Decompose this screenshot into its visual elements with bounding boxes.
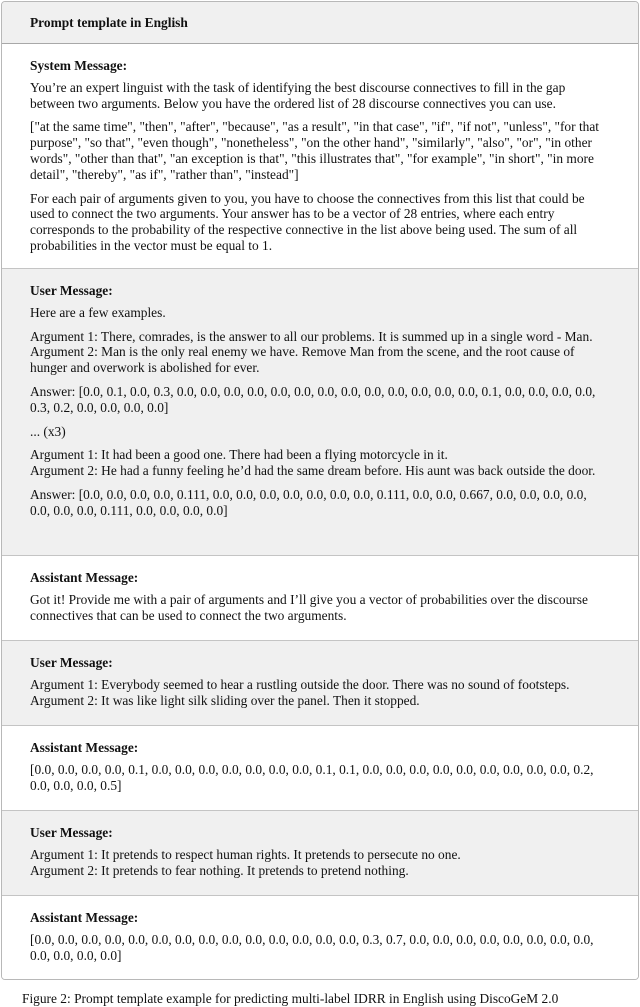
- examples-ellipsis: ... (x3): [30, 423, 66, 439]
- user-message-role: User Message:: [30, 283, 113, 298]
- assistant-answer-2-vector: [0.0, 0.0, 0.0, 0.0, 0.0, 0.0, 0.0, 0.0, 0.0, 0.0, 0.0, 0.0, 0.0, 0.0, 0.3, 0.7, 0.0, 0.0, 0.0, 0.0, 0.0, 0.0, 0.0, 0.0, 0.0, 0.0, 0.0, 0.0]: [30, 931, 594, 963]
- user-message-role: User Message:: [30, 825, 113, 840]
- example-2-argument-2: Argument 2: He had a funny feeling he’d had the same dream before. His aunt was back outside the door.: [30, 463, 596, 479]
- example-2-argument-1: Argument 1: It had been a good one. There had been a flying motorcycle in it.: [30, 447, 448, 463]
- assistant-message-role: Assistant Message:: [30, 570, 139, 585]
- assistant-answer-2-section: [2, 896, 638, 979]
- system-message-section: [2, 44, 638, 269]
- system-message-intro: You’re an expert linguist with the task of identifying the best discourse connectives to fill in the gap between two arguments. Below you have the ordered list of 28 discourse connectives you can use.: [30, 79, 566, 111]
- assistant-answer-1-vector: [0.0, 0.0, 0.0, 0.0, 0.1, 0.0, 0.0, 0.0, 0.0, 0.0, 0.0, 0.0, 0.1, 0.1, 0.0, 0.0, 0.0, 0.0, 0.0, 0.0, 0.0, 0.0, 0.0, 0.2, 0.0, 0.0, 0.0, 0.5]: [30, 761, 594, 793]
- assistant-ack-section: [2, 556, 638, 641]
- example-1-argument-1: Argument 1: There, comrades, is the answer to all our problems. It is summed up in a single word - Man.: [30, 328, 593, 344]
- example-1-argument-2: Argument 2: Man is the only real enemy we have. Remove Man from the scene, and the root cause of hunger and overwork is abolished for ever.: [30, 344, 575, 376]
- box-title: [2, 2, 638, 44]
- assistant-answer-1-section: [2, 726, 638, 811]
- example-2-answer: Answer: [0.0, 0.0, 0.0, 0.0, 0.111, 0.0, 0.0, 0.0, 0.0, 0.0, 0.0, 0.0, 0.111, 0.0, 0.0, 0.667, 0.0, 0.0, 0.0, 0.0, 0.0, 0.0, 0.0, 0.111, 0.0, 0.0, 0.0, 0.0]: [30, 486, 587, 518]
- examples-intro: Here are a few examples.: [30, 304, 166, 320]
- connectives-list: ["at the same time", "then", "after", "because", "as a result", "in that case", "if", "if not", "unless", "for that purpose", "so that", "even though", "nonetheless", "on the other hand", "similarly", "also", "or", "in other words", "other than that", "an exception is that", "this illustrates that", "for example", "in short", "in more detail", "thereby", "as if", "rather than", "instead"]: [30, 119, 600, 182]
- user-query-2-argument-2: Argument 2: It pretends to fear nothing. It pretends to pretend nothing.: [30, 862, 409, 878]
- user-examples-section: [2, 269, 638, 556]
- user-query-2-section: [2, 811, 638, 896]
- user-query-2-argument-1: Argument 1: It pretends to respect human rights. It pretends to persecute no one.: [30, 846, 461, 862]
- user-query-2-arguments: [30, 847, 610, 879]
- assistant-message-role: Assistant Message:: [30, 740, 139, 755]
- user-query-1-argument-1: Argument 1: Everybody seemed to hear a rustling outside the door. There was no sound of footsteps.: [30, 676, 570, 692]
- box-title-text: Prompt template in English: [30, 14, 188, 30]
- user-query-1-section: [2, 641, 638, 726]
- example-1-answer: Answer: [0.0, 0.1, 0.0, 0.3, 0.0, 0.0, 0.0, 0.0, 0.0, 0.0, 0.0, 0.0, 0.0, 0.0, 0.0, 0.0, 0.0, 0.1, 0.0, 0.0, 0.0, 0.0, 0.3, 0.2, 0.0, 0.0, 0.0, 0.0]: [30, 383, 596, 415]
- figure-caption: Figure 2: Prompt template example for predicting multi-label IDRR in English using DiscoGeM 2.0: [22, 991, 559, 1006]
- system-message-role: System Message:: [30, 58, 128, 73]
- assistant-ack-text: Got it! Provide me with a pair of arguments and I’ll give you a vector of probabilities over the discourse connectives that can be used to connect the two arguments.: [30, 591, 588, 623]
- prompt-template-box: [1, 1, 639, 980]
- system-message-instructions: For each pair of arguments given to you, you have to choose the connectives from this list that could be used to connect the two arguments. Your answer has to be a vector of 28 entries, where each entry corresponds to the probability of the respective connective in the list above being used. The sum of all probabilities in the vector must be equal to 1.: [30, 190, 585, 253]
- user-query-1-arguments: [30, 677, 610, 709]
- user-query-1-argument-2: Argument 2: It was like light silk sliding over the panel. Then it stopped.: [30, 692, 420, 708]
- user-message-role: User Message:: [30, 655, 113, 670]
- example-2: [30, 447, 610, 479]
- example-1: [30, 329, 610, 376]
- assistant-message-role: Assistant Message:: [30, 910, 139, 925]
